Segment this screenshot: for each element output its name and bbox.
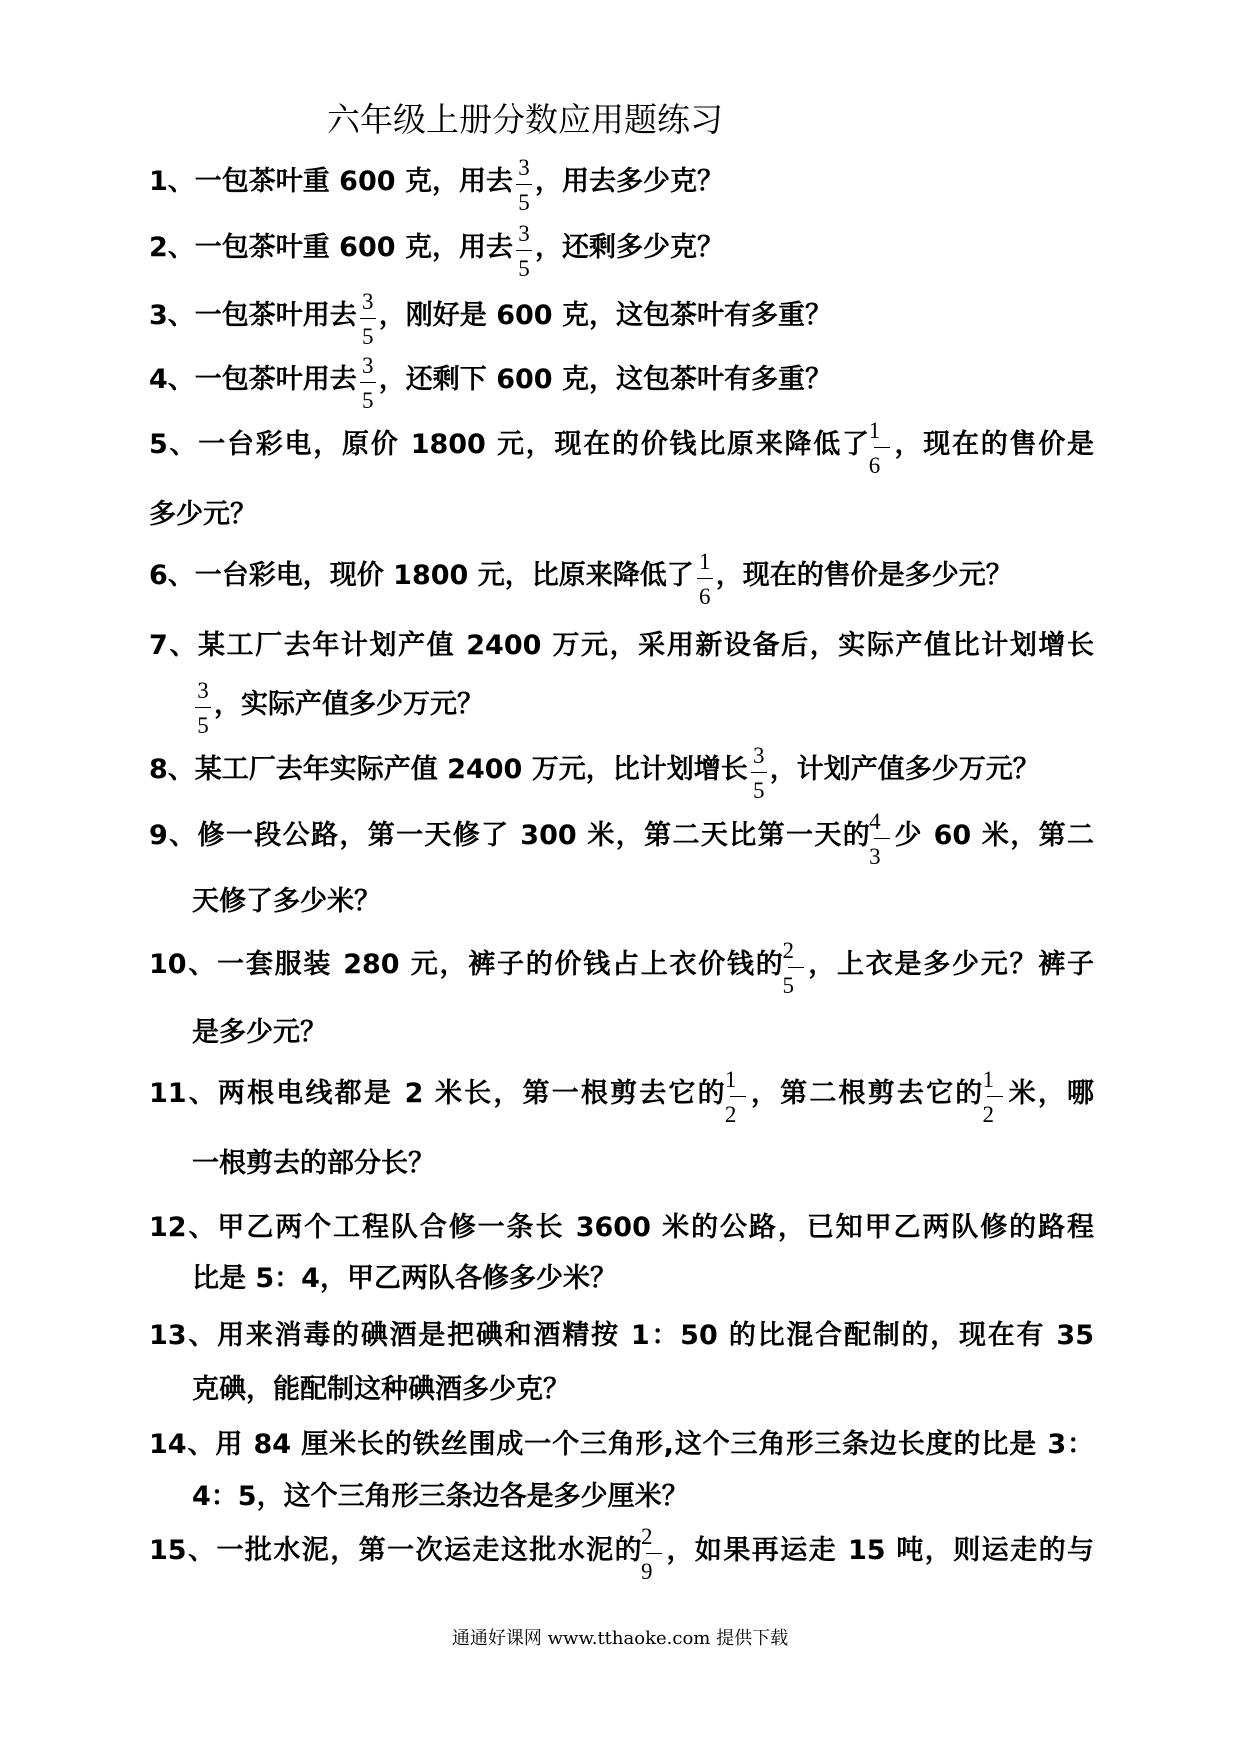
fraction-numerator: 1 — [724, 1067, 737, 1092]
fraction-numerator: 1 — [868, 418, 881, 443]
fraction-denominator: 5 — [518, 190, 530, 215]
problem-text: 2、一包茶叶重 600 克，用去 — [149, 232, 513, 263]
problem-text: ，现在的售价是 — [892, 429, 1095, 460]
fraction-denominator: 5 — [362, 324, 374, 349]
problem-line — [149, 549, 1013, 609]
fraction-bar — [516, 250, 532, 251]
problem-line — [192, 1013, 327, 1053]
problem-text: 4：5，这个三角形三条边各是多少厘米？ — [192, 1481, 689, 1512]
fraction-bar — [360, 382, 376, 383]
problem-text: 14、用 84 厘米长的铁丝围成一个三角形,这个三角形三条边长度的比是 3： — [149, 1429, 1094, 1460]
fraction-denominator: 6 — [698, 584, 711, 609]
problem-text: 多少元？ — [149, 499, 257, 530]
problem-text: 7、某工厂去年计划产值 2400 万元，采用新设备后，实际产值比计划增长 — [149, 630, 1094, 661]
problem-line — [149, 495, 257, 535]
fraction-numerator: 3 — [362, 289, 374, 314]
problem-text: 天修了多少米？ — [192, 886, 381, 917]
problem-line — [149, 1425, 1094, 1465]
fraction — [359, 289, 377, 349]
fraction-denominator: 2 — [724, 1102, 737, 1127]
fraction-bar — [697, 578, 713, 579]
problem-text: 15、一批水泥，第一次运走这批水泥的 — [149, 1535, 644, 1566]
problem-line — [149, 221, 724, 281]
problem-line — [192, 1370, 570, 1410]
problem-text: 13、用来消毒的碘酒是把碘和酒精按 1：50 的比混合配制的，现在有 35 — [149, 1320, 1094, 1351]
problem-line — [149, 418, 1095, 478]
problem-text: 克碘，能配制这种碘酒多少克？ — [192, 1374, 570, 1405]
problem-text: 10、一套服装 280 元，裤子的价钱占上衣价钱的 — [149, 949, 785, 980]
problem-text: 4、一包茶叶用去 — [149, 364, 357, 395]
fraction-denominator: 5 — [518, 256, 530, 281]
fraction-numerator: 3 — [518, 155, 530, 180]
problem-text: ，如果再运走 15 吨，则运走的与 — [665, 1535, 1095, 1566]
fraction-bar — [751, 772, 767, 773]
problem-line — [192, 1477, 689, 1517]
fraction — [359, 353, 377, 413]
fraction-bar — [516, 184, 532, 185]
problem-line — [192, 1259, 617, 1299]
problem-text: ，现在的售价是多少元？ — [715, 560, 1013, 591]
problem-text: ，上衣是多少元？裤子 — [806, 949, 1095, 980]
fraction-bar — [730, 1096, 746, 1097]
fraction-denominator: 5 — [782, 973, 794, 998]
problem-text: 9、修一段公路，第一天修了 300 米，第二天比第一天的 — [149, 820, 872, 851]
fraction — [782, 938, 805, 998]
problem-line — [192, 1144, 435, 1184]
fraction — [641, 1524, 663, 1584]
problem-text: ，还剩多少克？ — [534, 232, 724, 263]
fraction-denominator: 5 — [197, 713, 209, 738]
fraction-denominator: 5 — [362, 388, 374, 413]
page-title: 六年级上册分数应用题练习 — [327, 100, 723, 139]
footer-credit: 通通好课网 www.tthaoke.com 提供下载 — [451, 1628, 789, 1649]
fraction-numerator: 2 — [782, 938, 794, 963]
fraction — [515, 221, 533, 281]
fraction-denominator: 5 — [752, 778, 765, 803]
problem-text: ，刚好是 600 克，这包茶叶有多重？ — [378, 300, 832, 331]
fraction-numerator: 3 — [518, 221, 530, 246]
fraction-numerator: 3 — [197, 678, 209, 703]
fraction-numerator: 4 — [869, 809, 881, 834]
problem-line — [192, 882, 381, 922]
fraction-denominator: 6 — [868, 453, 881, 478]
problem-line — [149, 353, 832, 413]
fraction — [750, 743, 768, 803]
problem-text: 是多少元？ — [192, 1017, 327, 1048]
problem-text: 5、一台彩电，原价 1800 元，现在的价钱比原来降低了 — [149, 429, 871, 460]
problem-line — [149, 743, 1040, 803]
fraction — [696, 549, 714, 609]
fraction — [869, 809, 891, 869]
problem-text: 3、一包茶叶用去 — [149, 300, 357, 331]
problem-line — [149, 1316, 1094, 1356]
problem-text: 少 60 米，第二 — [893, 820, 1095, 851]
problem-text: 11、两根电线都是 2 米长，第一根剪去它的 — [149, 1078, 727, 1109]
problem-text: ，实际产值多少万元？ — [214, 689, 484, 720]
problem-text: 8、某工厂去年实际产值 2400 万元，比计划增长 — [149, 754, 748, 785]
fraction — [868, 418, 891, 478]
problem-line — [149, 938, 1095, 998]
problem-line — [149, 289, 832, 349]
fraction — [194, 678, 212, 738]
fraction-bar — [874, 838, 890, 839]
problem-line — [192, 678, 484, 738]
problem-line — [149, 1524, 1095, 1584]
problem-text: 一根剪去的部分长？ — [192, 1148, 435, 1179]
fraction — [515, 155, 533, 215]
fraction — [724, 1067, 747, 1127]
problem-text: 比是 5：4，甲乙两队各修多少米？ — [192, 1263, 617, 1294]
problem-text: 米，哪 — [1006, 1078, 1094, 1109]
fraction-bar — [987, 1096, 1003, 1097]
problem-text: 12、甲乙两个工程队合修一条长 3600 米的公路，已知甲乙两队修的路程 — [149, 1212, 1094, 1243]
problem-text: ，用去多少克？ — [534, 166, 724, 197]
fraction-denominator: 3 — [869, 844, 881, 869]
fraction-numerator: 1 — [982, 1067, 994, 1092]
fraction — [982, 1067, 1004, 1127]
fraction-bar — [195, 707, 211, 708]
problem-text: ，计划产值多少万元？ — [769, 754, 1040, 785]
problem-line — [149, 809, 1095, 869]
problem-text: ，还剩下 600 克，这包茶叶有多重？ — [378, 364, 832, 395]
fraction-bar — [874, 447, 890, 448]
fraction-numerator: 2 — [641, 1524, 653, 1549]
fraction-bar — [646, 1553, 662, 1554]
problem-text: ，第二根剪去它的 — [748, 1078, 985, 1109]
problem-line — [149, 1067, 1094, 1127]
fraction-bar — [360, 318, 376, 319]
problem-text: 1、一包茶叶重 600 克，用去 — [149, 166, 513, 197]
problem-line — [149, 155, 724, 215]
problem-text: 6、一台彩电，现价 1800 元，比原来降低了 — [149, 560, 694, 591]
fraction-numerator: 3 — [362, 353, 374, 378]
fraction-numerator: 3 — [752, 743, 765, 768]
problem-line — [149, 1208, 1094, 1248]
fraction-bar — [788, 967, 804, 968]
fraction-denominator: 9 — [641, 1559, 653, 1584]
fraction-numerator: 1 — [698, 549, 711, 574]
fraction-denominator: 2 — [982, 1102, 994, 1127]
problem-line — [149, 626, 1094, 666]
